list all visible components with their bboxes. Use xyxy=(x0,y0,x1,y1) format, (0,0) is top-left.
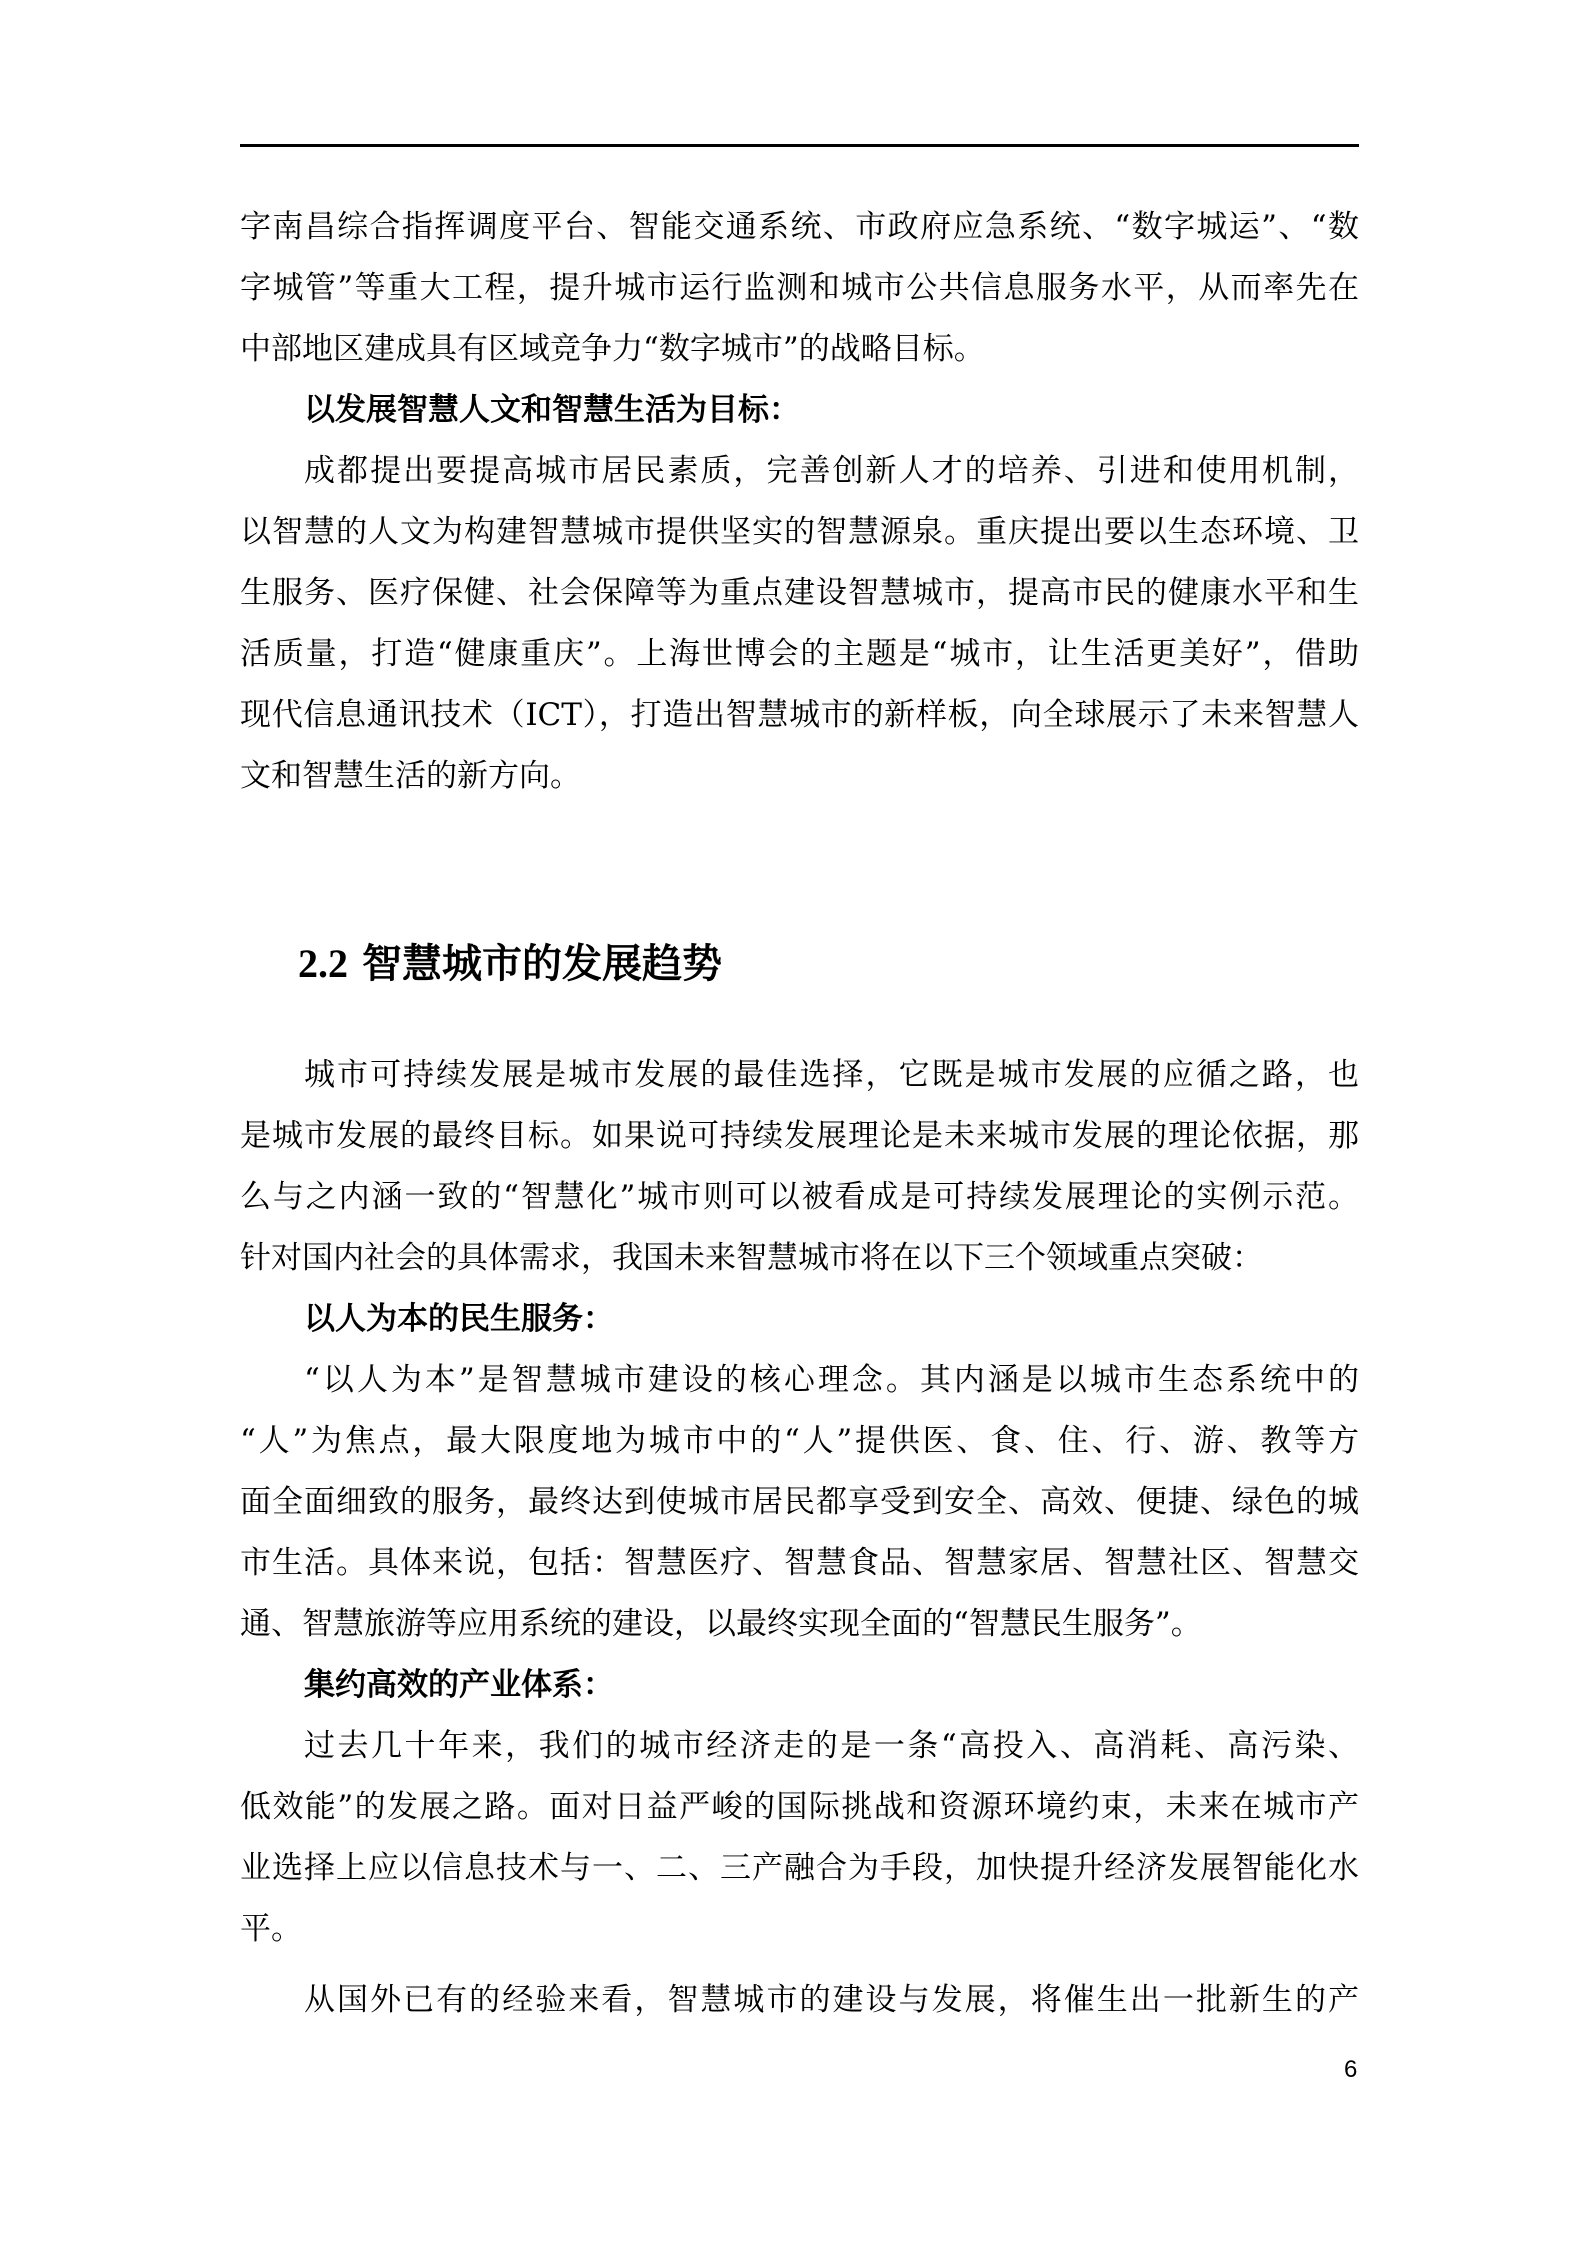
page-number: 6 xyxy=(1344,2056,1358,2083)
body-line: 过去几十年来，我们的城市经济走的是一条“高投入、高消耗、高污染、 xyxy=(304,1728,1359,1764)
body-line: 市生活。具体来说，包括：智慧医疗、智慧食品、智慧家居、智慧社区、智慧交 xyxy=(240,1545,1359,1581)
body-line: 针对国内社会的具体需求，我国未来智慧城市将在以下三个领域重点突破： xyxy=(240,1240,1263,1276)
body-line: 低效能”的发展之路。面对日益严峻的国际挑战和资源环境约束，未来在城市产 xyxy=(240,1789,1359,1825)
body-line: 中部地区建成具有区域竞争力“数字城市”的战略目标。 xyxy=(240,331,985,367)
body-line: 面全面细致的服务，最终达到使城市居民都享受到安全、高效、便捷、绿色的城 xyxy=(240,1484,1359,1520)
body-line: 以智慧的人文为构建智慧城市提供坚实的智慧源泉。重庆提出要以生态环境、卫 xyxy=(240,514,1359,550)
section-2-body xyxy=(240,1045,1359,1960)
body-line: 业选择上应以信息技术与一、二、三产融合为手段，加快提升经济发展智能化水 xyxy=(240,1850,1359,1886)
section-2-final-paragraph xyxy=(240,1970,1359,2031)
body-line: 生服务、医疗保健、社会保障等为重点建设智慧城市，提高市民的健康水平和生 xyxy=(240,575,1359,611)
section-1-body xyxy=(240,197,1359,807)
section-title: 智慧城市的发展趋势 xyxy=(362,941,722,987)
body-line: 活质量，打造“健康重庆”。上海世博会的主题是“城市，让生活更美好”，借助 xyxy=(240,636,1359,672)
body-line: 成都提出要提高城市居民素质，完善创新人才的培养、引进和使用机制， xyxy=(304,453,1359,489)
body-line: 文和智慧生活的新方向。 xyxy=(240,758,581,794)
body-line: 通、智慧旅游等应用系统的建设，以最终实现全面的“智慧民生服务”。 xyxy=(240,1606,1202,1642)
body-line: 么与之内涵一致的“智慧化”城市则可以被看成是可持续发展理论的实例示范。 xyxy=(240,1179,1359,1215)
body-line: 城市可持续发展是城市发展的最佳选择，它既是城市发展的应循之路，也 xyxy=(304,1057,1359,1093)
body-line: 现代信息通讯技术（ICT），打造出智慧城市的新样板，向全球展示了未来智慧人 xyxy=(240,697,1359,733)
body-line: 平。 xyxy=(240,1911,302,1947)
section-heading xyxy=(298,935,722,993)
body-line: 字城管”等重大工程，提升城市运行监测和城市公共信息服务水平，从而率先在 xyxy=(240,270,1359,306)
body-line: “以人为本”是智慧城市建设的核心理念。其内涵是以城市生态系统中的 xyxy=(304,1362,1359,1398)
body-line: 字南昌综合指挥调度平台、智能交通系统、市政府应急系统、“数字城运”、“数 xyxy=(240,209,1359,245)
body-line: 是城市发展的最终目标。如果说可持续发展理论是未来城市发展的理论依据，那 xyxy=(240,1118,1359,1154)
section-number: 2.2 xyxy=(298,941,348,986)
body-line: “人”为焦点，最大限度地为城市中的“人”提供医、食、住、行、游、教等方 xyxy=(240,1423,1359,1459)
subheading-people-services: 以人为本的民生服务： xyxy=(304,1301,614,1337)
subheading-industry-system: 集约高效的产业体系： xyxy=(304,1667,614,1703)
header-rule xyxy=(240,144,1359,147)
body-line: 从国外已有的经验来看，智慧城市的建设与发展，将催生出一批新生的产 xyxy=(304,1982,1359,2018)
subheading-humanities-life: 以发展智慧人文和智慧生活为目标： xyxy=(304,392,800,428)
